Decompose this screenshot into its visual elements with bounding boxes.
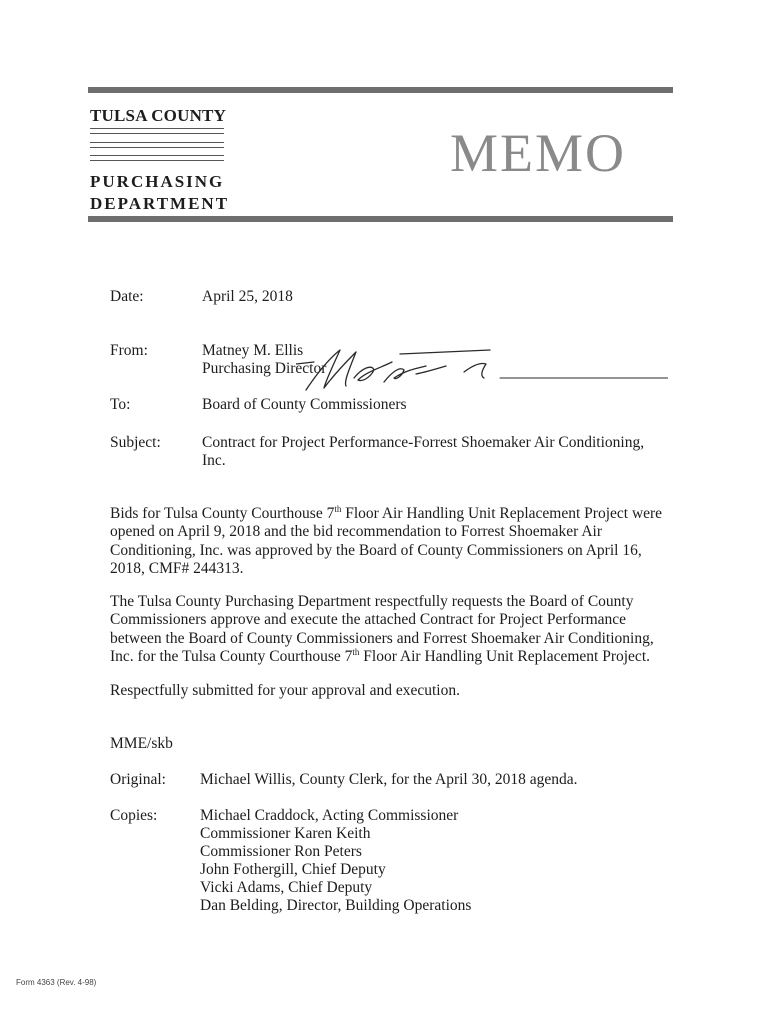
memo-title: MEMO — [450, 123, 627, 183]
signature-stroke — [464, 363, 486, 378]
signature-stroke — [354, 362, 392, 381]
subject-line-2: Inc. — [202, 452, 226, 469]
body-text: Floor Air Handling Unit Replacement Project. — [359, 647, 650, 665]
date-label: Date: — [110, 288, 144, 305]
header-divider-line — [90, 155, 224, 156]
department-line-1: PURCHASING — [90, 172, 225, 191]
original-value: Michael Willis, County Clerk, for the April 30, 2018 agenda. — [200, 771, 578, 788]
body-paragraph-2 — [110, 593, 670, 666]
header-divider-line — [90, 142, 224, 143]
copies-item: Dan Belding, Director, Building Operations — [200, 897, 472, 914]
body-text: The Tulsa County Purchasing Department respectfully requests the Board of County Commissioners approve and execute the attached Contract for Project Performance between the Board of County Commissioners and Forrest Shoemaker Air Conditioning, Inc. for the Tulsa County Courthouse 7 — [110, 593, 654, 665]
copies-item: Commissioner Karen Keith — [200, 825, 371, 842]
subject-label: Subject: — [110, 434, 161, 451]
initials: MME/skb — [110, 735, 173, 752]
header-bottom-rule — [88, 216, 673, 222]
department-name — [90, 171, 229, 215]
from-title: Purchasing Director — [202, 360, 327, 377]
body-text: Bids for Tulsa County Courthouse 7 — [110, 505, 335, 522]
signature — [296, 342, 668, 414]
to-label: To: — [110, 396, 131, 413]
superscript: th — [334, 503, 342, 514]
header-divider-line — [90, 133, 224, 134]
original-label: Original: — [110, 771, 166, 788]
copies-item: Michael Craddock, Acting Commissioner — [200, 807, 459, 824]
signature-stroke — [384, 366, 426, 382]
from-name: Matney M. Ellis — [202, 342, 304, 359]
signature-stroke — [400, 350, 490, 354]
copies-item: John Fothergill, Chief Deputy — [200, 861, 386, 878]
from-label: From: — [110, 342, 148, 359]
copies-item: Commissioner Ron Peters — [200, 843, 362, 860]
body-paragraph-1 — [110, 505, 670, 578]
signature-stroke — [306, 350, 356, 390]
date-value: April 25, 2018 — [202, 288, 293, 305]
superscript: th — [352, 646, 360, 657]
subject-line-1: Contract for Project Performance-Forrest Shoemaker Air Conditioning, — [202, 434, 645, 451]
department-line-2: DEPARTMENT — [90, 194, 230, 213]
signature-stroke — [296, 362, 314, 364]
body-paragraph-3: Respectfully submitted for your approval and execution. — [110, 682, 460, 699]
copies-label: Copies: — [110, 807, 158, 824]
copies-item: Vicki Adams, Chief Deputy — [200, 879, 373, 896]
header-divider-line — [90, 160, 224, 161]
header-divider-line — [90, 128, 224, 129]
header-divider-line — [90, 147, 224, 148]
form-number: Form 4363 (Rev. 4-98) — [16, 978, 97, 987]
body-text: Floor Air Handling Unit Replacement Project were opened on April 9, 2018 and the bid recommendation to Forrest Shoemaker Air Conditioning, Inc. was approved by the Board of County Commissioners on April 16, 2018, CMF# 244313. — [110, 505, 663, 577]
to-value: Board of County Commissioners — [202, 396, 407, 413]
header-top-rule — [88, 87, 673, 93]
org-name: TULSA COUNTY — [90, 106, 227, 125]
